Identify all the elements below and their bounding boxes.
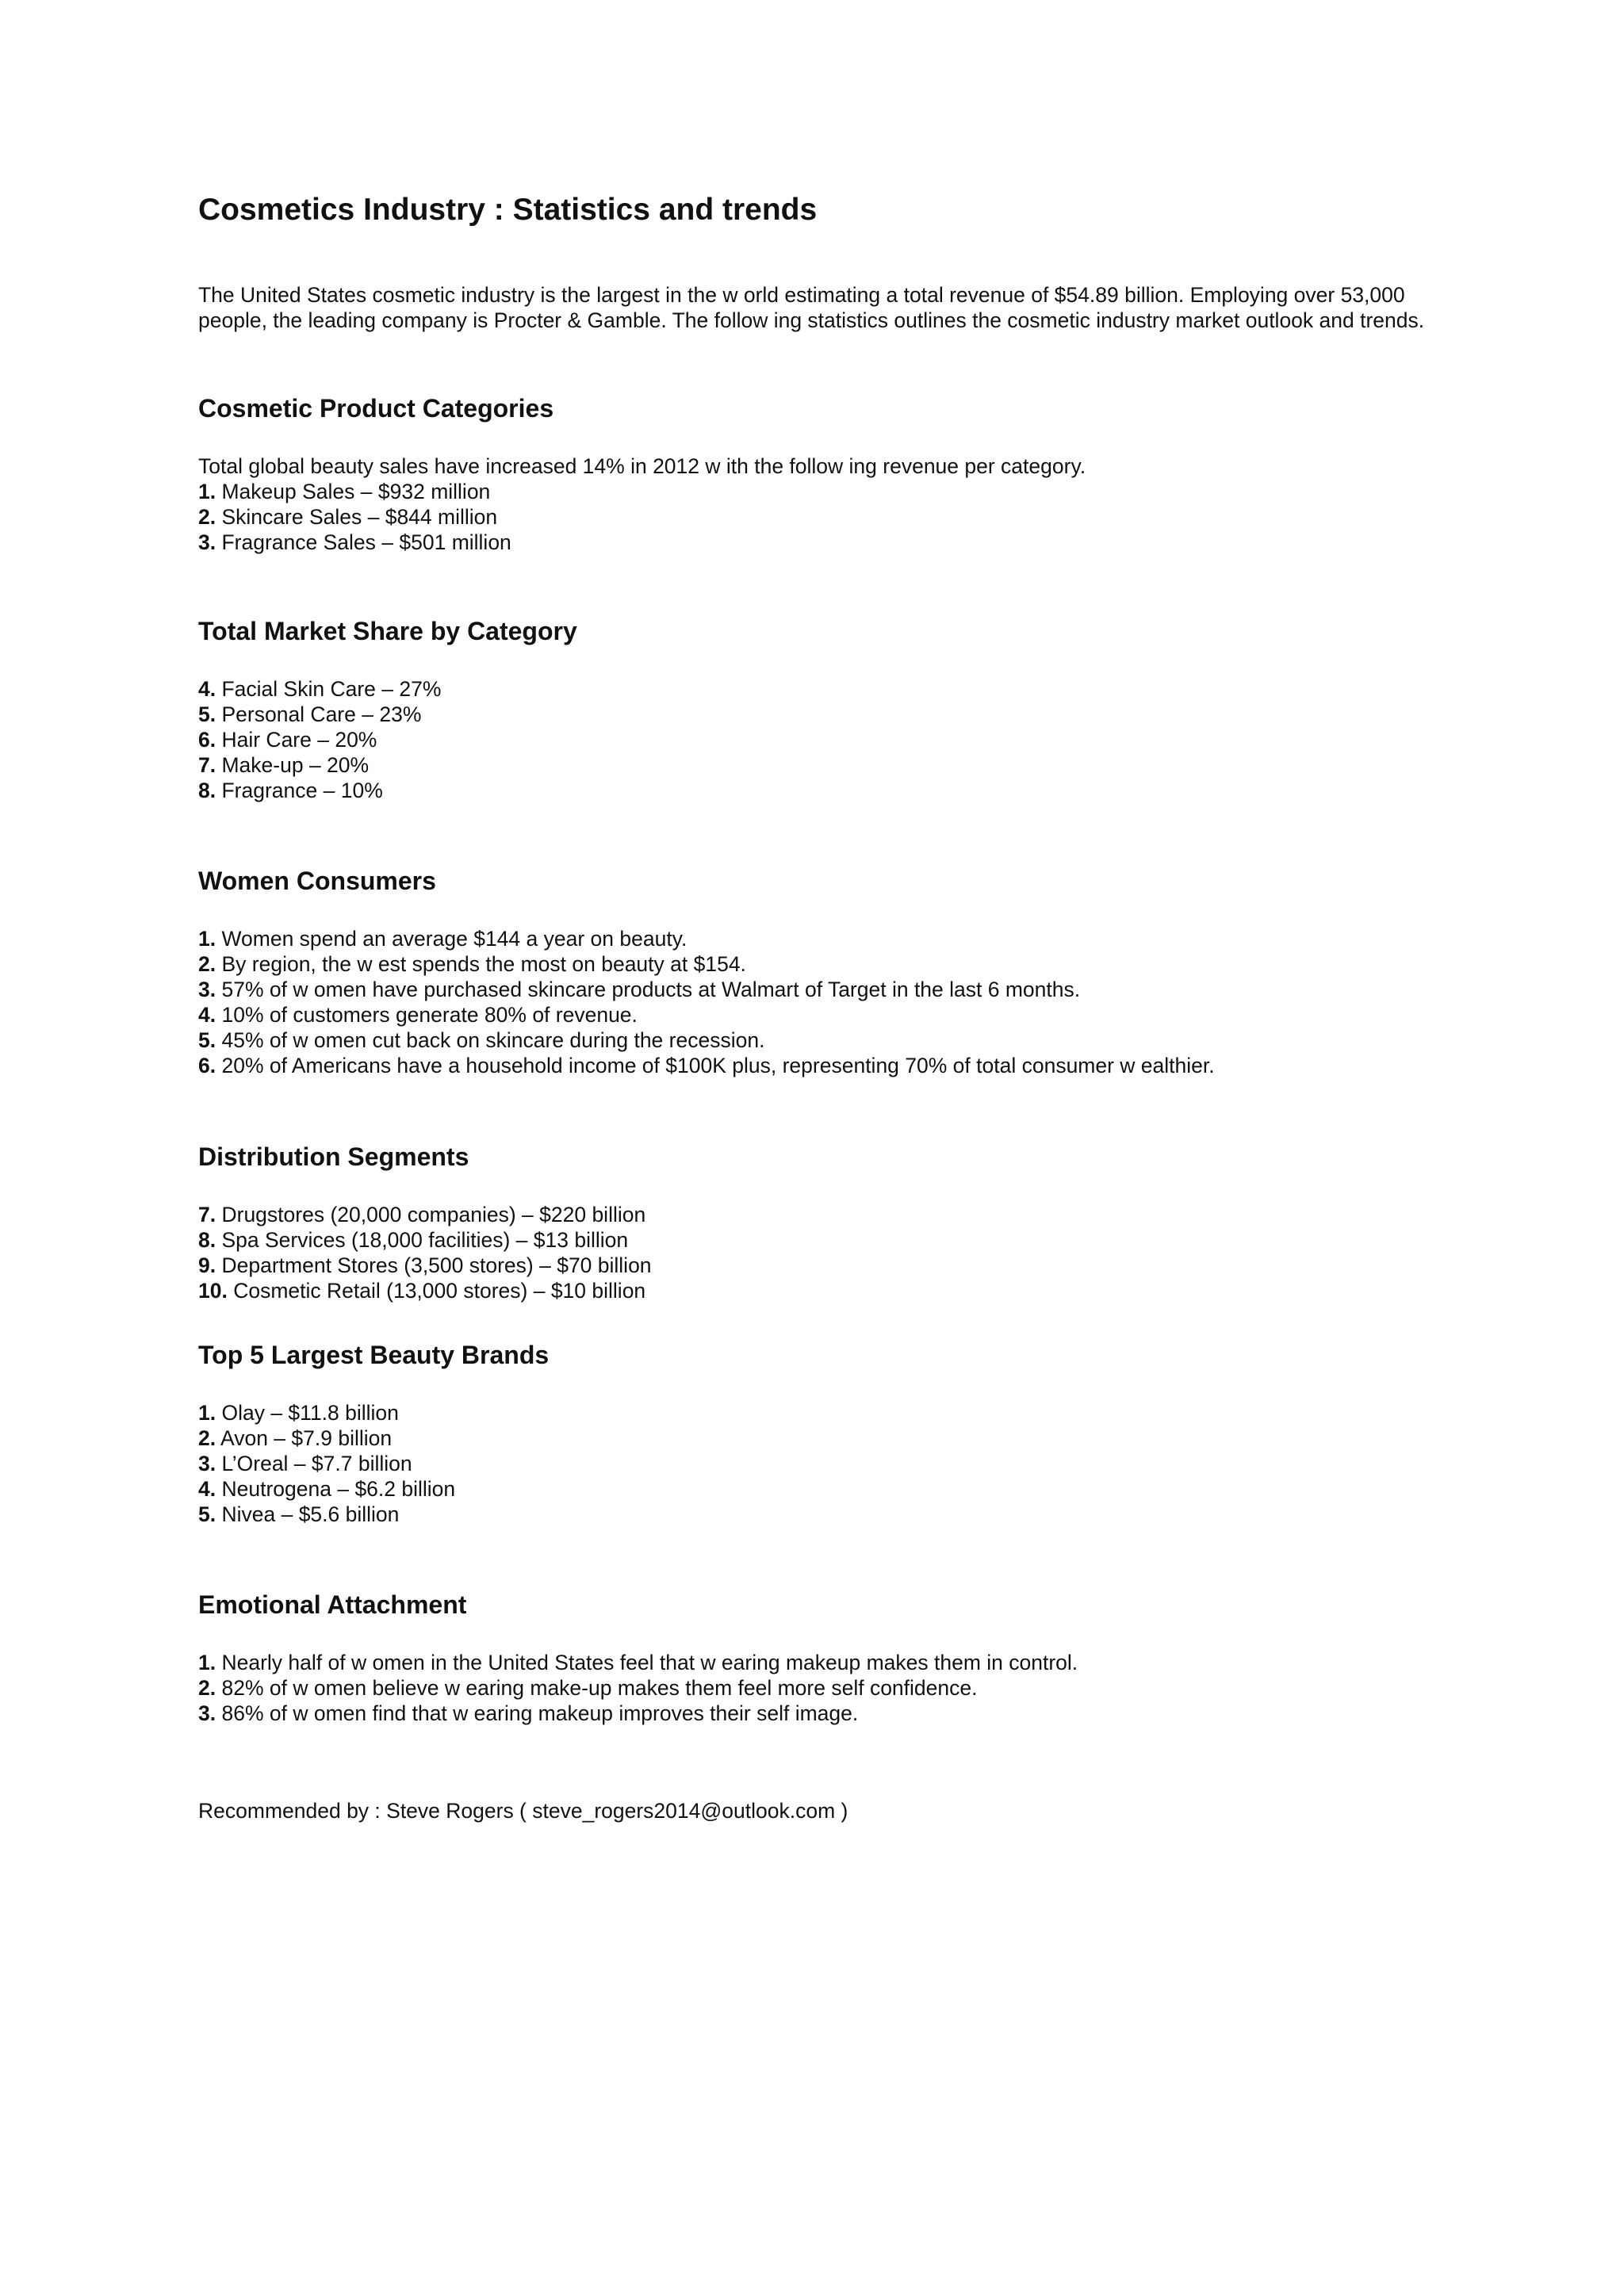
list-item: 5. Nivea – $5.6 billion (198, 1502, 400, 1526)
emotional-list (198, 1650, 1451, 1726)
section-heading: Women Consumers (198, 867, 436, 895)
list-item: 3. Fragrance Sales – $501 million (198, 530, 511, 554)
list-item: 2. Avon – $7.9 billion (198, 1426, 393, 1450)
list-item: 5. 45% of w omen cut back on skincare during the recession. (198, 1028, 765, 1052)
list-item: 9. Department Stores (3,500 stores) – $70 billion (198, 1253, 652, 1277)
list-item: 6. 20% of Americans have a household income of $100K plus, representing 70% of total consumer w ealthier. (198, 1054, 1215, 1077)
list-item: 3. L’Oreal – $7.7 billion (198, 1452, 412, 1475)
recommendation-footer: Recommended by : Steve Rogers ( steve_rogers2014@outlook.com ) (198, 1799, 848, 1823)
list-item: 1. Women spend an average $144 a year on beauty. (198, 927, 688, 951)
list-item: 2. Skincare Sales – $844 million (198, 505, 498, 529)
women-consumers-list (198, 926, 1451, 1078)
list-item: 1. Olay – $11.8 billion (198, 1401, 399, 1425)
list-item: 8. Spa Services (18,000 facilities) – $13 billion (198, 1228, 629, 1252)
section-top-brands (198, 1340, 1451, 1527)
list-item: 2. 82% of w omen believe w earing make-up makes them feel more self confidence. (198, 1676, 978, 1700)
section-heading: Total Market Share by Category (198, 617, 577, 645)
section-distribution-segments (198, 1142, 1451, 1303)
list-item: 10. Cosmetic Retail (13,000 stores) – $10 billion (198, 1279, 646, 1303)
section-emotional-attachment (198, 1590, 1451, 1726)
category-list (198, 479, 1451, 555)
section-heading: Top 5 Largest Beauty Brands (198, 1341, 550, 1369)
list-item: 6. Hair Care – 20% (198, 728, 377, 752)
list-item: 7. Make-up – 20% (198, 753, 370, 777)
list-item: 1. Makeup Sales – $932 million (198, 480, 491, 503)
list-item: 3. 57% of w omen have purchased skincare products at Walmart of Target in the last 6 months. (198, 978, 1081, 1001)
distribution-list (198, 1202, 1451, 1303)
market-share-list (198, 676, 1451, 803)
section-lead: Total global beauty sales have increased 14% in 2012 w ith the follow ing revenue per category. (198, 454, 1086, 478)
list-item: 8. Fragrance – 10% (198, 779, 383, 802)
section-heading: Distribution Segments (198, 1142, 469, 1171)
list-item: 4. Neutrogena – $6.2 billion (198, 1477, 456, 1501)
list-item: 4. 10% of customers generate 80% of revenue. (198, 1003, 638, 1027)
list-item: 7. Drugstores (20,000 companies) – $220 billion (198, 1203, 646, 1226)
list-item: 2. By region, the w est spends the most on beauty at $154. (198, 952, 746, 976)
list-item: 5. Personal Care – 23% (198, 702, 422, 726)
list-item: 1. Nearly half of w omen in the United States feel that w earing makeup makes them in control. (198, 1651, 1078, 1674)
section-market-share (198, 616, 1451, 803)
section-heading: Emotional Attachment (198, 1590, 467, 1619)
brands-list (198, 1400, 1451, 1527)
list-item: 3. 86% of w omen find that w earing makeup improves their self image. (198, 1701, 859, 1725)
list-item: 4. Facial Skin Care – 27% (198, 677, 442, 701)
page-title: Cosmetics Industry : Statistics and trends (198, 193, 818, 227)
section-heading: Cosmetic Product Categories (198, 394, 554, 423)
section-product-categories (198, 393, 1451, 555)
intro-paragraph: The United States cosmetic industry is the largest in the w orld estimating a total revenue of $54.89 billion. Employing over 53,000 people, the leading company is Procter & Gamble. The follow ing statistics outlines the cosmetic industry market outlook and trends. (198, 283, 1425, 332)
section-women-consumers (198, 866, 1451, 1078)
